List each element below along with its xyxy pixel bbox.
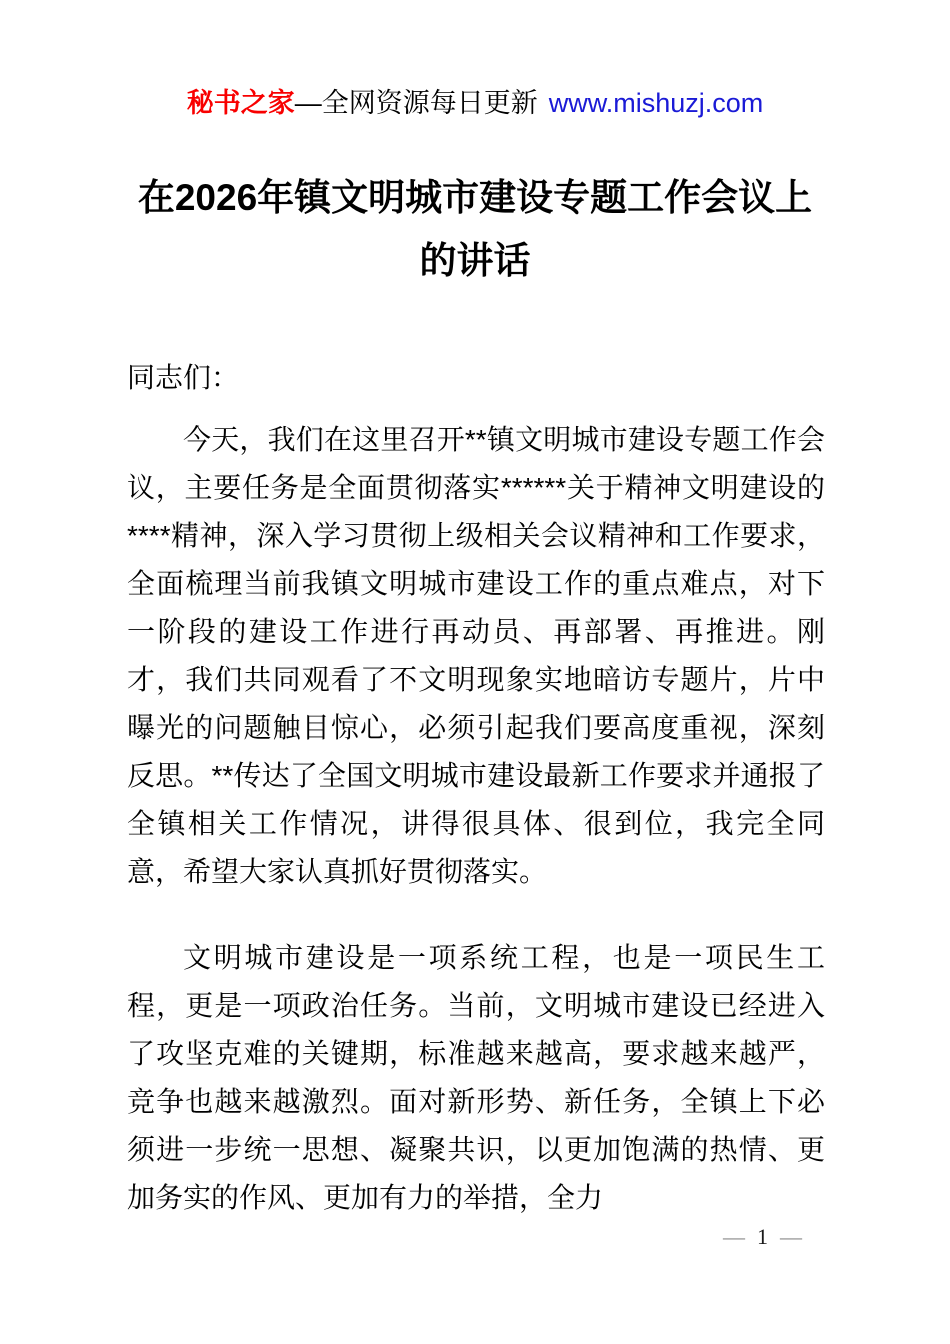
- site-tagline: —全网资源每日更新: [294, 88, 538, 118]
- footer-dash-right: —: [780, 1224, 802, 1249]
- site-url-link[interactable]: www.mishuzj.com: [548, 88, 764, 118]
- footer-dash-left: —: [723, 1224, 745, 1249]
- site-header: [0, 84, 950, 122]
- paragraph-1: 今天，我们在这里召开**镇文明城市建设专题工作会议，主要任务是全面贯彻落实******关于精神文明建设的****精神，深入学习贯彻上级相关会议精神和工作要求，全面梳理当前我镇文明城市建设工作的重点难点，对下一阶段的建设工作进行再动员、再部署、再推进。刚才，我们共同观看了不文明现象实地暗访专题片，片中曝光的问题触目惊心，必须引起我们要高度重视，深刻反思。**传达了全国文明城市建设最新工作要求并通报了全镇相关工作情况，讲得很具体、很到位，我完全同意，希望大家认真抓好贯彻落实。: [127, 424, 825, 887]
- document-title: 在2026年镇文明城市建设专题工作会议上的讲话: [137, 177, 813, 281]
- page-number: 1: [757, 1224, 768, 1249]
- page-footer: [723, 1222, 802, 1252]
- document-body: [127, 354, 825, 1260]
- salutation: 同志们：: [127, 362, 240, 393]
- paragraph-2: 文明城市建设是一项系统工程，也是一项民生工程，更是一项政治任务。当前，文明城市建设已经进入了攻坚克难的关键期，标准越来越高，要求越来越严，竞争也越来越激烈。面对新形势、新任务，全镇上下必须进一步统一思想、凝聚共识，以更加饱满的热情、更加务实的作风、更加有力的举措，全力: [127, 942, 825, 1213]
- site-brand: 秘书之家: [186, 88, 295, 118]
